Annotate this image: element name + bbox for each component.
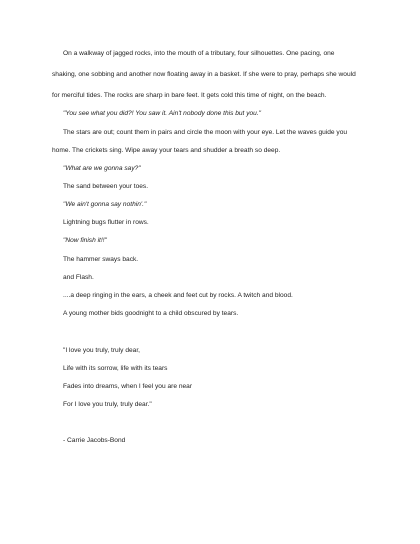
prose-line: Lightning bugs flutter in rows. [63,219,149,226]
paragraph-line: On a walkway of jagged rocks, into the mouth of a tributary, four silhouettes. One pacing, one [63,50,335,57]
poem-line: Fades into dreams, when I feel you are near [63,383,193,390]
dialogue-quote: "Now finish it!!" [63,237,107,244]
attribution: - Carrie Jacobs-Bond [63,437,126,444]
prose-line: The hammer sways back. [63,256,139,263]
paragraph-line: The stars are out; count them in pairs and circle the moon with your eye. Let the waves guide you [63,129,348,136]
prose-line: and Flash. [63,274,94,281]
poem-line: "I love you truly, truly dear, [63,347,140,354]
prose-line: A young mother bids goodnight to a child obscured by tears. [63,310,239,317]
poem-line: Life with its sorrow, life with its tears [63,365,168,372]
prose-line: The sand between your toes. [63,183,149,190]
dialogue-quote: "You see what you did?! You saw it. Ain't nobody done this but you." [63,110,262,117]
paragraph-line: home. The crickets sing. Wipe away your tears and shudder a breath so deep. [52,147,281,154]
poem-line: For I love you truly, truly dear." [63,401,152,408]
dialogue-quote: "What are we gonna say?" [63,165,141,172]
dialogue-quote: "We ain't gonna say nothin'." [63,201,147,208]
prose-line: ....a deep ringing in the ears, a cheek and feet cut by rocks. A twitch and blood. [63,292,293,299]
paragraph-line: for merciful tides. The rocks are sharp in bare feet. It gets cold this time of night, on the beach. [52,92,327,99]
paragraph-line: shaking, one sobbing and another now floating away in a basket. If she were to pray, perhaps she would [52,71,356,78]
